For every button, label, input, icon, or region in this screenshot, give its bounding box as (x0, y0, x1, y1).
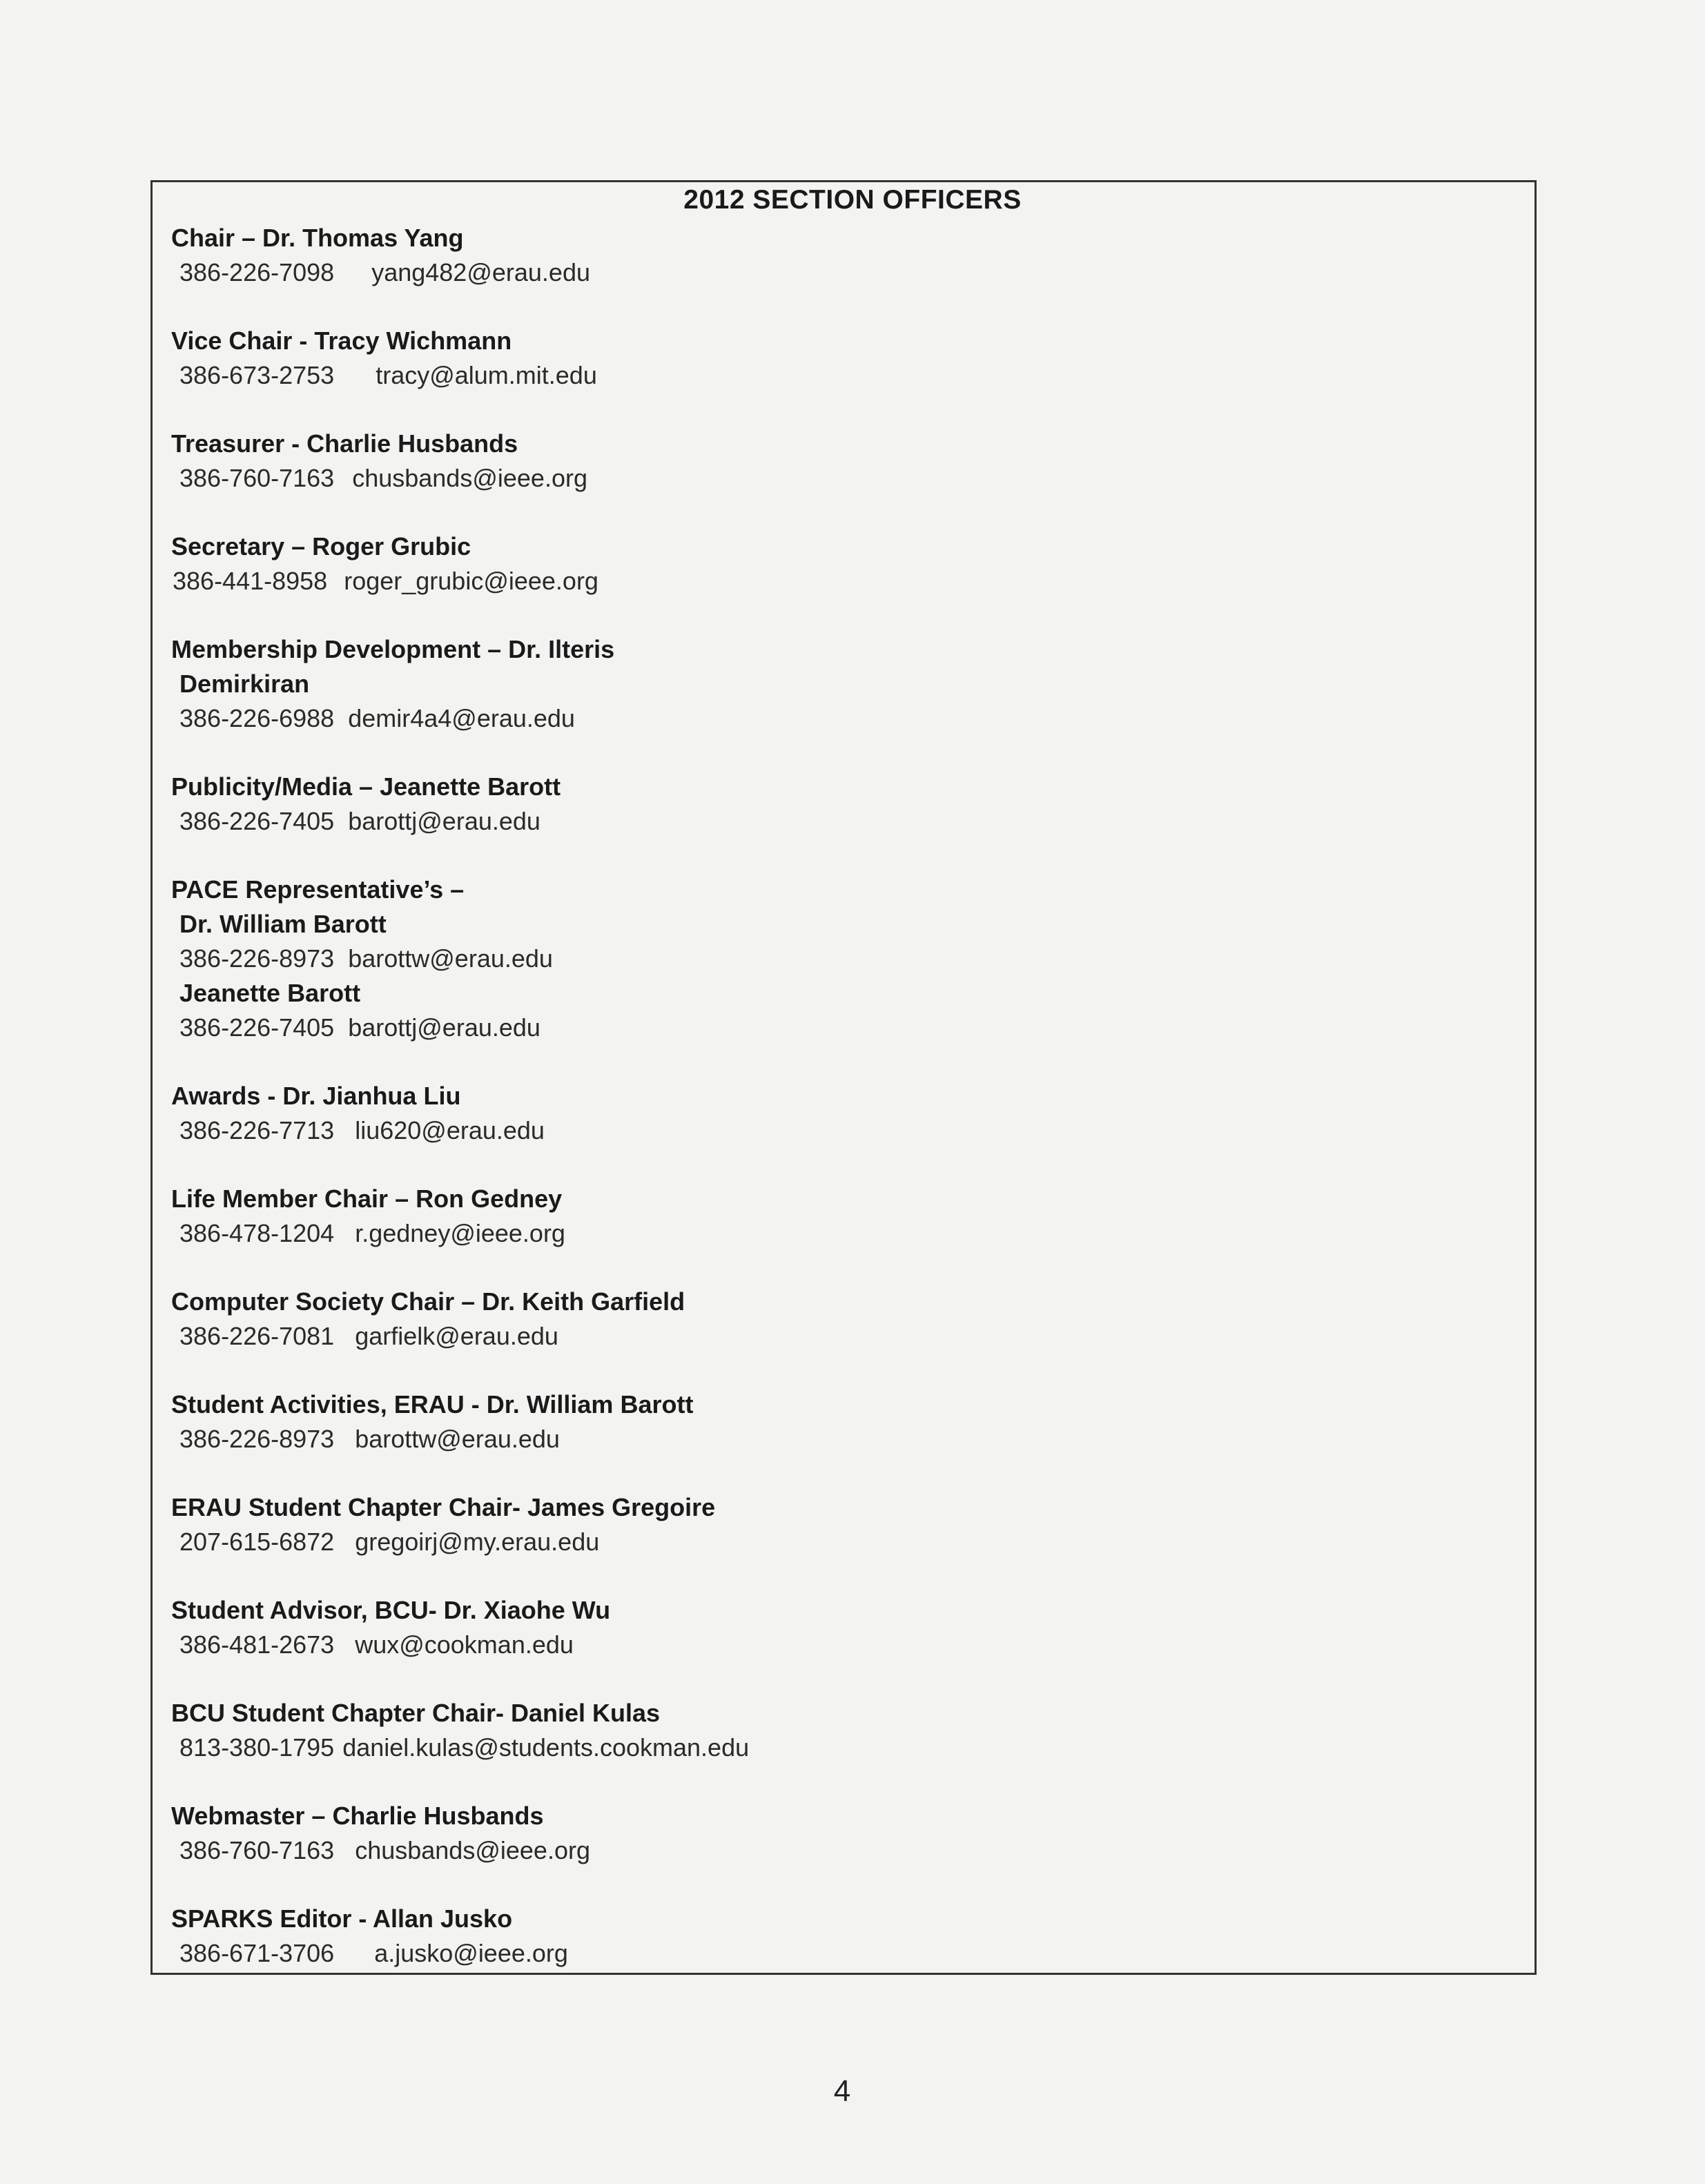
officer-email: tracy@alum.mit.edu (376, 361, 597, 389)
officer-entry-computer-society-chair (171, 1285, 1069, 1354)
officer-role: Life Member Chair – Ron Gedney (171, 1184, 563, 1213)
officer-contact (171, 564, 1069, 598)
officer-phone: 386-226-8973 (179, 1425, 335, 1453)
officer-phone: 386-760-7163 (179, 1836, 335, 1864)
officer-phone: 207-615-6872 (179, 1528, 335, 1556)
officer-role: PACE Representative’s – (171, 875, 465, 904)
officer-phone: 386-226-7405 (179, 1013, 335, 1042)
officer-entry-student-activities-erau (171, 1387, 1069, 1456)
page-number: 4 (833, 2074, 851, 2108)
officer-contact (171, 358, 1069, 393)
section-title: 2012 SECTION OFFICERS (683, 185, 1022, 215)
officer-email: a.jusko@ieee.org (374, 1939, 568, 1967)
officer-email: garfielk@erau.edu (355, 1322, 558, 1350)
officer-contact (171, 942, 1069, 976)
officer-email: wux@cookman.edu (355, 1630, 574, 1659)
officer-contact (171, 1422, 1069, 1456)
officer-role: Secretary – Roger Grubic (171, 532, 471, 560)
officer-email: roger_grubic@ieee.org (344, 567, 598, 595)
officer-entry-vice-chair (171, 324, 1069, 393)
officer-role: Awards - Dr. Jianhua Liu (171, 1082, 461, 1110)
officer-entry-publicity-media (171, 770, 1069, 839)
officer-phone: 386-226-7713 (179, 1116, 335, 1144)
officer-role-continued: Jeanette Barott (179, 979, 361, 1007)
officer-contact (171, 1319, 1069, 1354)
officer-entry-chair (171, 221, 1069, 290)
officer-email: demir4a4@erau.edu (348, 704, 575, 732)
officer-entry-life-member-chair (171, 1182, 1069, 1251)
officer-contact (171, 1216, 1069, 1251)
officer-email: barottj@erau.edu (348, 807, 540, 835)
officer-role: Student Activities, ERAU - Dr. William Barott (171, 1390, 694, 1418)
officer-phone: 386-673-2753 (179, 361, 335, 389)
officer-email: chusbands@ieee.org (352, 464, 587, 492)
officer-entry-erau-student-chapter-chair (171, 1490, 1069, 1559)
officer-entry-membership-development (171, 632, 1069, 736)
officer-role: Vice Chair - Tracy Wichmann (171, 326, 512, 355)
officer-email: daniel.kulas@students.cookman.edu (342, 1733, 750, 1762)
officer-contact (171, 701, 1069, 736)
officer-email: chusbands@ieee.org (355, 1836, 590, 1864)
officer-phone: 386-760-7163 (179, 464, 335, 492)
officer-phone: 386-226-6988 (179, 704, 335, 732)
officer-role: Computer Society Chair – Dr. Keith Garfield (171, 1287, 685, 1316)
officer-role: Membership Development – Dr. Ilteris (171, 635, 615, 663)
officer-entry-sparks-editor (171, 1902, 1069, 1971)
officer-contact (171, 1113, 1069, 1148)
officer-entry-secretary (171, 529, 1069, 598)
officer-contact (171, 255, 1069, 290)
officer-contact (171, 1525, 1069, 1559)
officer-role: BCU Student Chapter Chair- Daniel Kulas (171, 1699, 661, 1727)
officer-role: SPARKS Editor - Allan Jusko (171, 1904, 513, 1933)
officer-entry-awards (171, 1079, 1069, 1148)
officer-entry-webmaster (171, 1799, 1069, 1868)
officer-phone: 386-478-1204 (179, 1219, 335, 1247)
officer-email: liu620@erau.edu (355, 1116, 545, 1144)
officer-role: Webmaster – Charlie Husbands (171, 1802, 544, 1830)
officer-email: barottw@erau.edu (348, 944, 553, 973)
officer-phone: 386-226-8973 (179, 944, 335, 973)
officer-contact (171, 1936, 1069, 1971)
officer-email: r.gedney@ieee.org (355, 1219, 565, 1247)
officer-phone: 386-481-2673 (179, 1630, 335, 1659)
officer-list (171, 221, 1069, 2005)
officer-entry-bcu-student-chapter-chair (171, 1696, 1069, 1765)
officer-contact (171, 461, 1069, 496)
officer-contact (171, 1628, 1069, 1662)
officer-email: gregoirj@my.erau.edu (355, 1528, 600, 1556)
officer-entry-pace-representatives (171, 872, 1069, 1045)
officer-entry-student-advisor-bcu (171, 1593, 1069, 1662)
officer-contact (171, 1833, 1069, 1868)
officer-phone: 386-671-3706 (179, 1939, 335, 1967)
officer-email: yang482@erau.edu (371, 258, 590, 286)
officer-contact (171, 804, 1069, 839)
officer-phone: 386-441-8958 (173, 567, 328, 595)
officer-role-continued: Demirkiran (179, 670, 310, 698)
officer-phone: 386-226-7098 (179, 258, 335, 286)
officer-email: barottw@erau.edu (355, 1425, 560, 1453)
officer-contact (171, 1011, 1069, 1045)
officer-email: barottj@erau.edu (348, 1013, 540, 1042)
officer-entry-treasurer (171, 427, 1069, 496)
officer-contact (171, 1730, 1069, 1765)
officer-phone: 813-380-1795 (179, 1733, 335, 1762)
officer-role: Publicity/Media – Jeanette Barott (171, 772, 561, 801)
officer-phone: 386-226-7081 (179, 1322, 335, 1350)
officer-role: Chair – Dr. Thomas Yang (171, 224, 464, 252)
officer-role: ERAU Student Chapter Chair- James Gregoire (171, 1493, 716, 1521)
officer-phone: 386-226-7405 (179, 807, 335, 835)
officer-role: Student Advisor, BCU- Dr. Xiaohe Wu (171, 1596, 611, 1624)
officer-role: Treasurer - Charlie Husbands (171, 429, 518, 458)
officer-role-continued: Dr. William Barott (179, 910, 387, 938)
